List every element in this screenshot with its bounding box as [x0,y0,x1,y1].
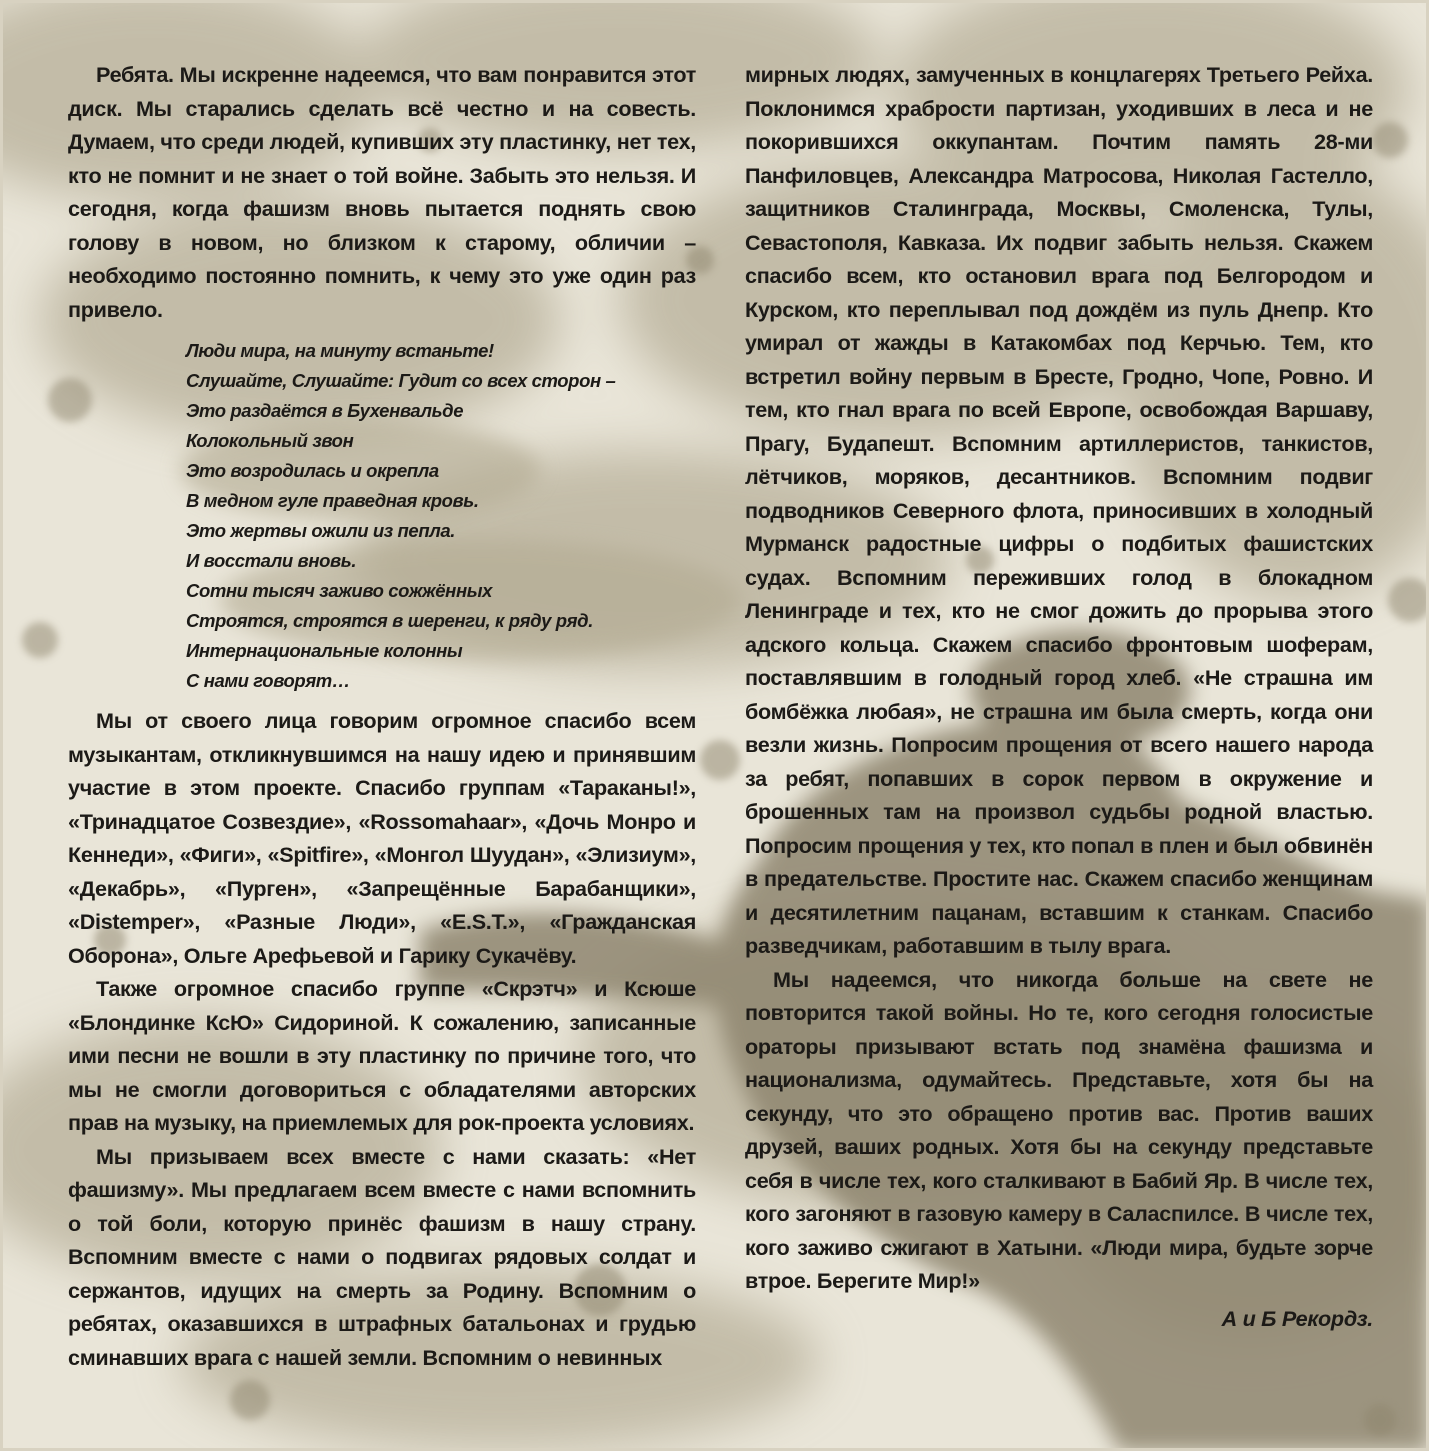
label-signature: А и Б Рекордз. [1221,1305,1373,1331]
poem-line: Люди мира, на минуту встаньте! [186,340,494,361]
poem-line: Интернациональные колонны [186,640,463,661]
poem-line: Это раздаётся в Бухенвальде [186,400,464,421]
poem-line: И восстали вновь. [186,550,357,571]
remember-paragraph: мирных людях, замученных в концлагерях Третьего Рейха. Поклонимся храбрости партизан, уходивших в леса и не покорившихся оккупантам. Почтим память 28-ми Панфиловцев, Александра Матросова, Николая Гастелло, защитников Сталинграда, Москвы, Смоленска, Тулы, Севастополя, Кавказа. Их подвиг забыть нельзя. Скажем спасибо всем, кто остановил врага под Белгородом и Курском, кто переплывал под дождём из пуль Днепр. Кто умирал от жажды в Катакомбах под Керчью. Тем, кто встретил войну первым в Бресте, Гродно, Чопе, Ровно. И тем, кто гнал врага по всей Европе, освобождая Варшаву, Прагу, Будапешт. Вспомним артиллеристов, танкистов, лётчиков, моряков, десантников. Вспомним подвиг подводников Северного флота, приносивших в холодный Мурманск радостные цифры о подбитых фашистских судах. Вспомним переживших голод в блокадном Ленинграде и тех, кто не смог дожить до прорыва этого адского кольца. Скажем спасибо фронтовым шоферам, поставлявшим в голодный город хлеб. «Не страшна им бомбёжка любая», не страшна им была смерть, когда они везли жизнь. Попросим прощения от всего нашего народа за ребят, попавших в сорок первом в окружение и брошенных там на произвол судьбы родной властью. Попросим прощения у тех, кто попал в плен и был обвинён в предательстве. Простите нас. Скажем спасибо женщинам и десятилетним пацанам, вставшим к станкам. Спасибо разведчикам, работавшим в тылу врага. [745,62,1373,958]
poem-line: Колокольный звон [186,430,354,451]
left-text-column [68,58,696,1374]
poem-line: Слушайте, Слушайте: Гудит со всех сторон – [186,370,616,391]
poem-line: Сотни тысяч заживо сожжённых [186,580,493,601]
intro-paragraph: Ребята. Мы искренне надеемся, что вам понравится этот диск. Мы старались сделать всё честно и на совесть. Думаем, что среди людей, купивших эту пластинку, нет тех, кто не помнит и не знает о той войне. Забыть это нельзя. И сегодня, когда фашизм вновь пытается поднять свою голову в новом, но близком к старому, обличии – необходимо постоянно помнить, к чему это уже один раз привело. [68,62,696,322]
poem-quote [186,336,696,696]
right-text-column [745,58,1373,1335]
scratch-paragraph: Также огромное спасибо группе «Скрэтч» и Ксюше «Блондинке КсЮ» Сидориной. К сожалению, записанные ими песни не вошли в эту пластинку по причине того, что мы не смогли договориться с обладателями авторских прав на музыку, на приемлемых для рок-проекта условиях. [68,976,696,1135]
poem-line: Строятся, строятся в шеренги, к ряду ряд. [186,610,593,631]
poem-line: С нами говорят… [186,670,350,691]
poem-line: Это возродилась и окрепла [186,460,439,481]
hope-paragraph: Мы надеемся, что никогда больше на свете не повторится такой войны. Но те, кого сегодня голосистые ораторы призывают встать под знамёна фашизма и национализма, одумайтесь. Представьте, хотя бы на секунду, что это обращено против вас. Против ваших друзей, ваших родных. Хотя бы на секунду представьте себя в числе тех, кого сталкивают в Бабий Яр. В числе тех, кого загоняют в газовую камеру в Саласпилсе. В числе тех, кого заживо сжигают в Хатыни. «Люди мира, будьте зорче втрое. Берегите Мир!» [745,966,1373,1293]
poem-line: В медном гуле праведная кровь. [186,490,479,511]
thanks-paragraph: Мы от своего лица говорим огромное спасибо всем музыкантам, откликнувшимся на нашу идею и принявшим участие в этом проекте. Спасибо группам «Тараканы!», «Тринадцатое Созвездие», «Rossomahaar», «Дочь Монро и Кеннеди», «Фиги», «Spitfire», «Монгол Шуудан», «Элизиум», «Декабрь», «Пурген», «Запрещённые Барабанщики», «Distemper», «Разные Люди», «E.S.T.», «Гражданская Оборона», Ольге Арефьевой и Гарику Сукачёву. [68,708,696,968]
call-paragraph: Мы призываем всех вместе с нами сказать: «Нет фашизму». Мы предлагаем всем вместе с нами вспомнить о той боли, которую принёс фашизм в нашу страну. Вспомним вместе с нами о подвигах рядовых солдат и сержантов, идущих на смерть за Родину. Вспомним о ребятах, оказавшихся в штрафных батальонах и грудью сминавших врага с нашей земли. Вспомним о невинных [68,1143,696,1370]
poem-line: Это жертвы ожили из пепла. [186,520,455,541]
